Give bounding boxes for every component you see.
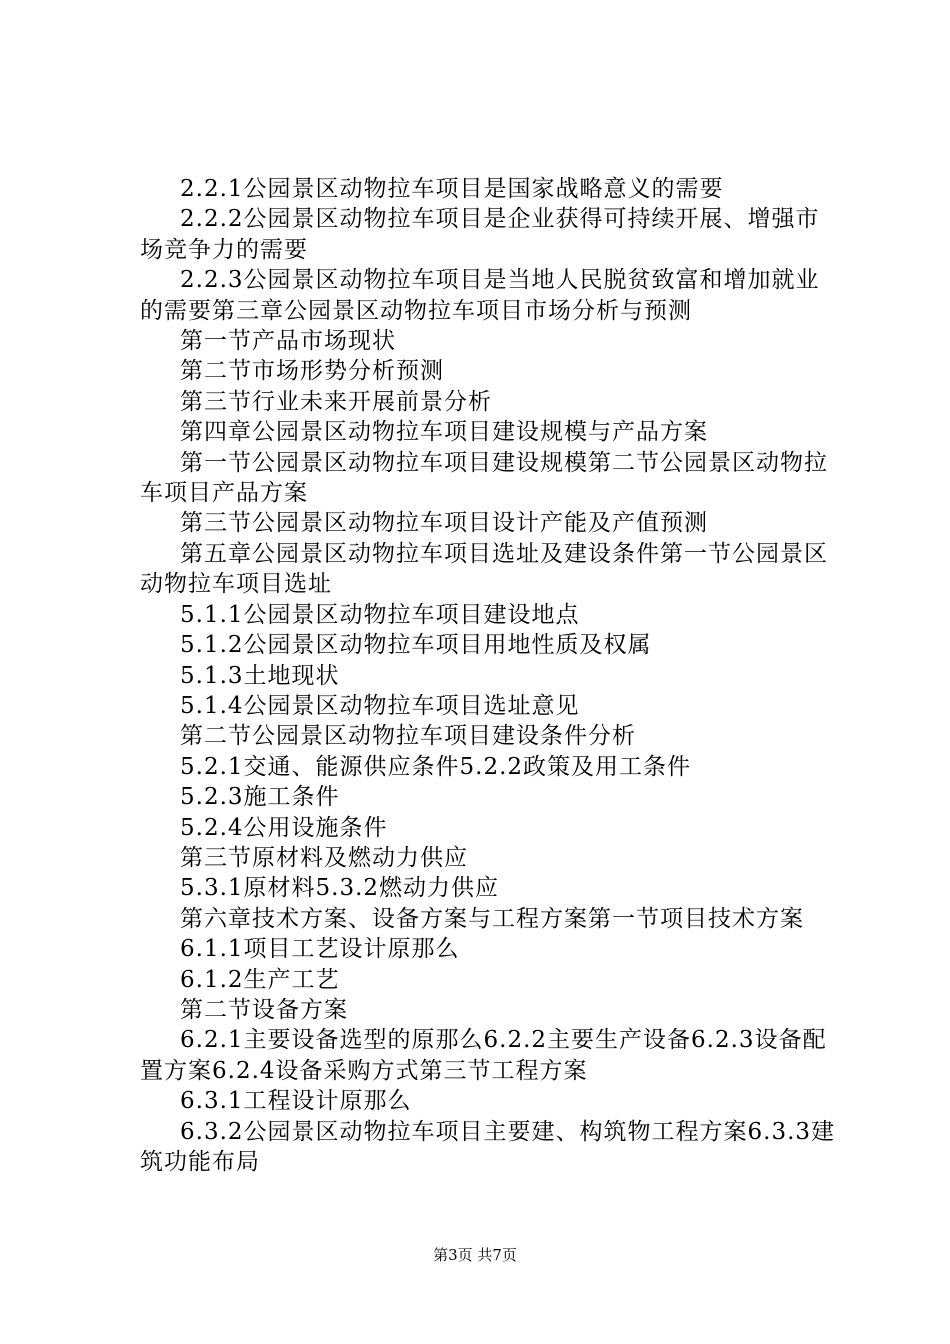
paragraph: 5.3.1原材料5.3.2燃动力供应 xyxy=(180,875,500,902)
page-number: 第3页 共7页 xyxy=(433,1246,517,1264)
paragraph: 5.1.4公园景区动物拉车项目选址意见 xyxy=(180,692,580,719)
paragraph: 2.2.2公园景区动物拉车项目是企业获得可持续开展、增强市场竞争力的需要 xyxy=(140,206,820,263)
paragraph: 5.1.1公园景区动物拉车项目建设地点 xyxy=(180,601,580,628)
section-heading: 第三节公园景区动物拉车项目设计产能及产值预测 xyxy=(180,510,708,537)
paragraph: 6.1.1项目工艺设计原那么 xyxy=(180,936,460,963)
paragraph: 5.2.3施工条件 xyxy=(180,784,340,811)
section-heading: 第二节公园景区动物拉车项目建设条件分析 xyxy=(180,723,636,750)
section-heading: 第三节原材料及燃动力供应 xyxy=(180,844,468,871)
section-heading: 第一节产品市场现状 xyxy=(180,328,396,355)
paragraph: 5.1.2公园景区动物拉车项目用地性质及权属 xyxy=(180,632,652,659)
chapter-heading: 第五章公园景区动物拉车项目选址及建设条件第一节公园景区动物拉车项目选址 xyxy=(140,540,828,598)
paragraph: 5.2.1交通、能源供应条件5.2.2政策及用工条件 xyxy=(180,753,692,780)
chapter-heading: 第六章技术方案、设备方案与工程方案第一节项目技术方案 xyxy=(180,905,804,932)
paragraph: 6.3.1工程设计原那么 xyxy=(180,1088,412,1115)
paragraph: 2.2.1公园景区动物拉车项目是国家战略意义的需要 xyxy=(180,176,724,202)
section-heading: 第三节行业未来开展前景分析 xyxy=(180,388,492,415)
paragraph: 5.2.4公用设施条件 xyxy=(180,814,388,841)
paragraph: 6.2.1主要设备选型的原那么6.2.2主要生产设备6.2.3设备配置方案6.2.4设备采购方式第三节工程方案 xyxy=(140,1027,827,1084)
chapter-heading: 第四章公园景区动物拉车项目建设规模与产品方案 xyxy=(180,419,708,446)
page-footer xyxy=(0,1245,950,1265)
section-heading: 第一节公园景区动物拉车项目建设规模第二节公园景区动物拉车项目产品方案 xyxy=(140,449,828,507)
document-body xyxy=(140,174,840,1177)
section-heading: 第二节市场形势分析预测 xyxy=(180,358,444,385)
paragraph: 5.1.3土地现状 xyxy=(180,662,340,689)
section-heading: 第二节设备方案 xyxy=(180,996,348,1023)
paragraph: 2.2.3公园景区动物拉车项目是当地人民脱贫致富和增加就业的需要第三章公园景区动物拉车项目市场分析与预测 xyxy=(140,267,820,324)
paragraph: 6.3.2公园景区动物拉车项目主要建、构筑物工程方案6.3.3建筑功能布局 xyxy=(140,1118,836,1175)
paragraph: 6.1.2生产工艺 xyxy=(180,966,340,993)
